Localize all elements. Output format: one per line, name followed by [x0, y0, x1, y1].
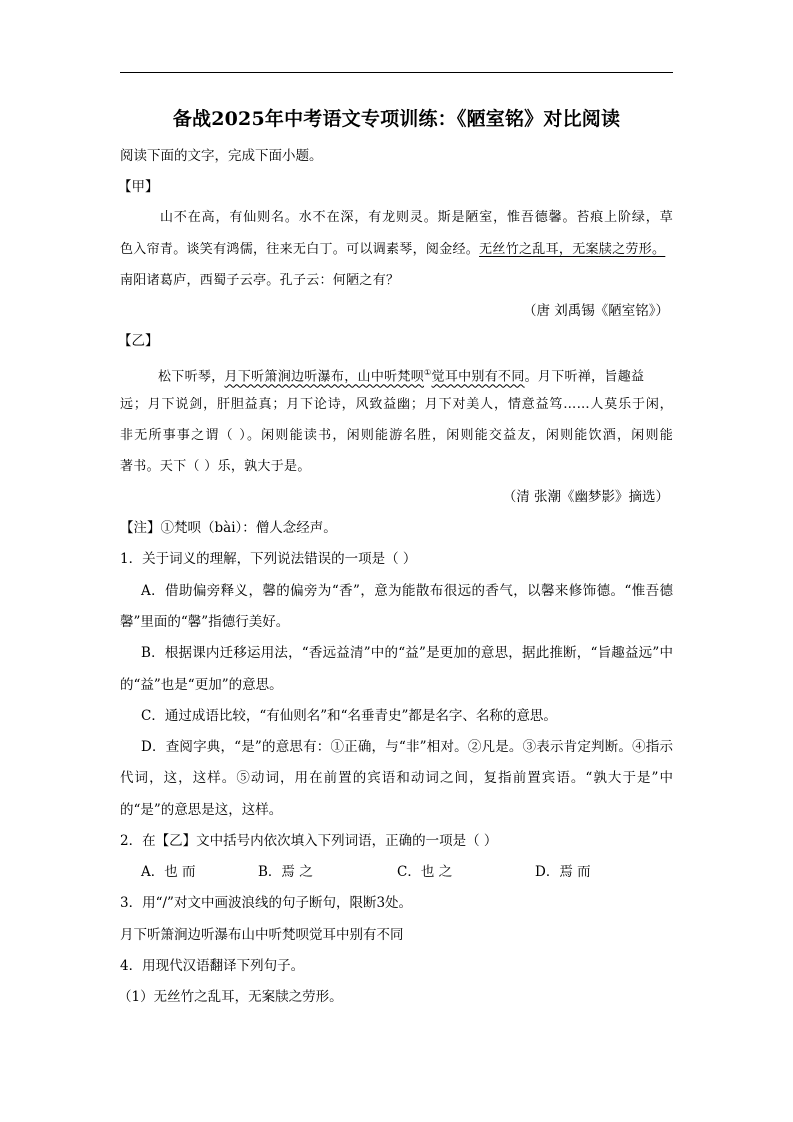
q1-option-b-line-1: B．根据课内迁移运用法，“香远益清”中的“益”是更加的意思，据此推断，“旨趣益远”中: [141, 645, 673, 661]
jia-line-1: 山不在高，有仙则名。水不在深，有龙则灵。斯是陋室，惟吾德馨。苔痕上阶绿，草: [160, 210, 673, 225]
q1-option-d-line-2: 代词，这，这样。⑤动词，用在前置的宾语和动词之间，复指前置宾语。“孰大于是”中: [120, 770, 673, 786]
q4-stem: 4．用现代汉语翻译下列句子。: [120, 958, 305, 974]
q1-stem: 1．关于词义的理解，下列说法错误的一项是（ ）: [120, 551, 417, 567]
jia-label: 【甲】: [118, 179, 159, 195]
q2-option-a: A．也 而: [141, 864, 196, 880]
yi-line-3: 非无所事事之谓（ ）。闲则能读书，闲则能游名胜，闲则能交益友，闲则能饮酒，闲则能: [120, 428, 673, 443]
q1-option-a-line-2: 馨”里面的“馨”指德行美好。: [120, 614, 290, 630]
yi-line-1: [158, 364, 644, 386]
jia-source: （唐 刘禹锡《陋室铭》）: [522, 303, 669, 319]
q1-option-d-line-3: 的“是”的意思是这，这样。: [120, 802, 283, 818]
q1-option-a-line-1: A．借助偏旁释义，馨的偏旁为“香”，意为能散布很远的香气，以馨来修饰德。“惟吾德: [141, 583, 673, 599]
jia-underlined-sentence: 无丝竹之乱耳，无案牍之劳形。: [479, 242, 666, 257]
yi-source: （清 张潮《幽梦影》摘选）: [502, 489, 669, 505]
yi-label: 【乙】: [118, 333, 159, 349]
footnote: 【注】①梵呗（bài）：僧人念经声。: [120, 520, 337, 536]
instruction: 阅读下面的文字，完成下面小题。: [120, 148, 323, 164]
q4-item-1: （1）无丝竹之乱耳，无案牍之劳形。: [118, 989, 343, 1005]
yi-line-1-start: 松下听琴，: [158, 369, 225, 385]
q1-option-d-line-1: D．查阅字典，“是”的意思有：①正确，与“非”相对。②凡是。③表示肯定判断。④指示: [141, 739, 673, 755]
page-title: 备战2025年中考语文专项训练：《陋室铭》对比阅读: [172, 108, 621, 130]
q1-option-b-line-2: 的“益”也是“更加”的意思。: [120, 677, 283, 693]
q1-option-c: C．通过成语比较，“有仙则名”和“名垂青史”都是名字、名称的意思。: [141, 708, 557, 724]
q2-option-d: D．焉 而: [535, 864, 591, 880]
jia-line-2: [120, 241, 665, 259]
q3-sentence: 月下听箫涧边听瀑布山中听梵呗觉耳中别有不同: [120, 927, 404, 943]
q2-option-b: B．焉 之: [258, 864, 313, 880]
yi-line-4: 著书。天下（ ）乐，孰大于是。: [120, 459, 311, 474]
yi-line-2: 远；月下说剑，肝胆益真；月下论诗，风致益幽；月下对美人，情意益笃……人莫乐于闲，: [120, 397, 673, 412]
q2-option-c: C．也 之: [397, 864, 453, 880]
q2-stem: 2．在【乙】文中括号内依次填入下列词语，正确的一项是（ ）: [120, 833, 498, 849]
footnote-marker: ①: [424, 368, 432, 377]
jia-line-3: 南阳诸葛庐，西蜀子云亭。孔子云：何陋之有？: [120, 273, 400, 288]
q3-stem: 3．用“/”对文中画波浪线的句子断句，限断3处。: [120, 895, 413, 911]
yi-line-1-end: 。月下听禅，旨趣益: [524, 369, 645, 385]
yi-wavy-sentence-b: 觉耳中别有不同: [431, 369, 525, 385]
yi-wavy-sentence-a: 月下听箫涧边听瀑布，山中听梵呗: [224, 369, 425, 385]
header-rule: [120, 72, 673, 73]
jia-line-2-text: 色入帘青。谈笑有鸿儒，往来无白丁。可以调素琴，阅金经。: [120, 242, 480, 257]
